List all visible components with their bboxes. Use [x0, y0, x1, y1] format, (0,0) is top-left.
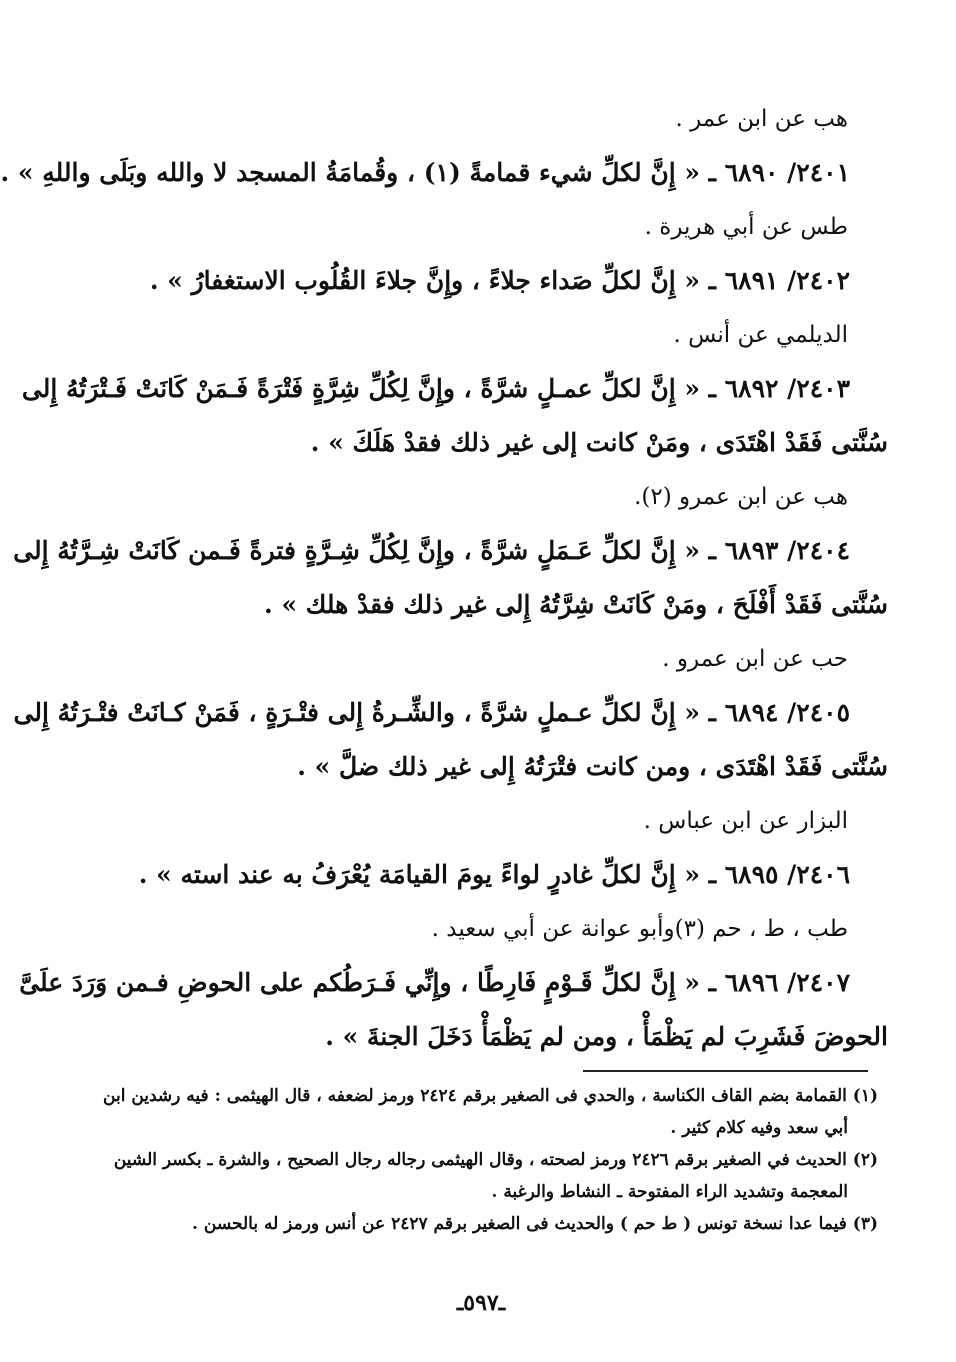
hadith-line: ٢٤٠٥/ ٦٨٩٤ ـ « إِنَّ لكلِّ عـملٍ شرَّةً ، والشِّـرةُ إِلى فتْـرَةٍ ، فَمَنْ كـانَتْ فتْـرَتُهُ إِلى — [13, 698, 850, 727]
source-line: هب عن ابن عمرو (٢). — [634, 484, 848, 510]
footnote-line: (١) القمامة بضم القاف الكناسة ، والحدي فى الصغير برقم ٢٤٢٤ ورمز لضعفه ، قال الهيثمى : فيه رشدين ابن — [103, 1086, 878, 1106]
hadith-line: ٢٤٠٦/ ٦٨٩٥ ـ « إِنَّ لكلِّ غادرٍ لواءً يومَ القيامَة يُعْرَفُ به عند استه » . — [138, 860, 850, 889]
hadith-continuation-line: سُنَّتى فَقَدْ أَفْلَحَ ، ومَنْ كَانَتْ شِرَّتُهُ إِلى غير ذلك فقدْ هلك » . — [264, 590, 888, 619]
source-line: الديلمي عن أنس . — [673, 322, 848, 348]
source-line: طس عن أبي هريرة . — [644, 214, 848, 240]
hadith-continuation-line: سُنَّتى فَقَدْ اهْتَدَى ، ومن كانت فتْرَتُهُ إِلى غير ذلك ضلَّ » . — [297, 752, 888, 781]
hadith-continuation-line: الحوضَ فَشَرِبَ لم يَظْمَأْ ، ومن لم يَظْمَأْ دَخَلَ الجنةَ » . — [325, 1022, 888, 1051]
source-line: حب عن ابن عمرو . — [662, 646, 848, 672]
source-line: طب ، ط ، حم (٣)وأبو عوانة عن أبي سعيد . — [431, 916, 848, 942]
source-line: البزار عن ابن عباس . — [643, 808, 848, 834]
hadith-continuation-line: سُنَّتى فَقَدْ اهْتَدَى ، ومَنْ كانت إلى غير ذلك فقدْ هَلَكَ » . — [310, 428, 888, 457]
footnote-line: (٣) فيما عدا نسخة تونس ( ط حم ) والحديث فى الصغير برقم ٢٤٢٧ عن أنس ورمز له بالحسن . — [192, 1214, 878, 1234]
footnote-divider — [583, 1070, 868, 1072]
footnote-line: المعجمة وتشديد الراء المفتوحة ـ النشاط والرغبة . — [491, 1182, 848, 1202]
hadith-line: ٢٤٠٤/ ٦٨٩٣ ـ « إِنَّ لكلِّ عَـمَلٍ شرَّةً ، وإِنَّ لِكُلِّ شِـرَّةٍ فترةً فَـمن كَانَتْ شِـرَّتُهُ إِلى — [13, 536, 850, 565]
footnote-line: (٢) الحديث في الصغير برقم ٢٤٢٦ ورمز لصحته ، وقال الهيثمى رجاله رجال الصحيح ، والشرة ـ بكسر الشين — [113, 1150, 878, 1170]
hadith-line: ٢٤٠١/ ٦٨٩٠ ـ « إِنَّ لكلِّ شيء قمامةً (١) ، وقُمامَةُ المسجد لا والله وبَلَى واللهِ » . — [0, 158, 850, 187]
hadith-line: ٢٤٠٢/ ٦٨٩١ ـ « إِنَّ لكلِّ صَداء جلاءً ، وإِنَّ جلاءَ القُلُوب الاستغفارُ » . — [149, 266, 850, 295]
hadith-body — [0, 92, 888, 1064]
source-line: هب عن ابن عمر . — [675, 106, 848, 132]
page-number: ـ٥٩٧ـ — [456, 1290, 506, 1316]
footnotes — [86, 1080, 878, 1240]
hadith-line: ٢٤٠٧/ ٦٨٩٦ ـ « إِنَّ لكلِّ قَـوْمٍ فَارِطًا ، وإِنِّي فَـرَطُكم على الحوضِ فـمن وَرَدَ علَىَّ — [19, 968, 850, 997]
hadith-line: ٢٤٠٣/ ٦٨٩٢ ـ « إِنَّ لكلِّ عمـلٍ شرَّةً ، وإِنَّ لِكُلِّ شِرَّةٍ فَتْرَةً فَـمَنْ كَانَتْ فَـتْرَتُهُ إِلى — [21, 374, 850, 403]
footnote-line: أبي سعد وفيه كلام كثير . — [670, 1118, 848, 1138]
